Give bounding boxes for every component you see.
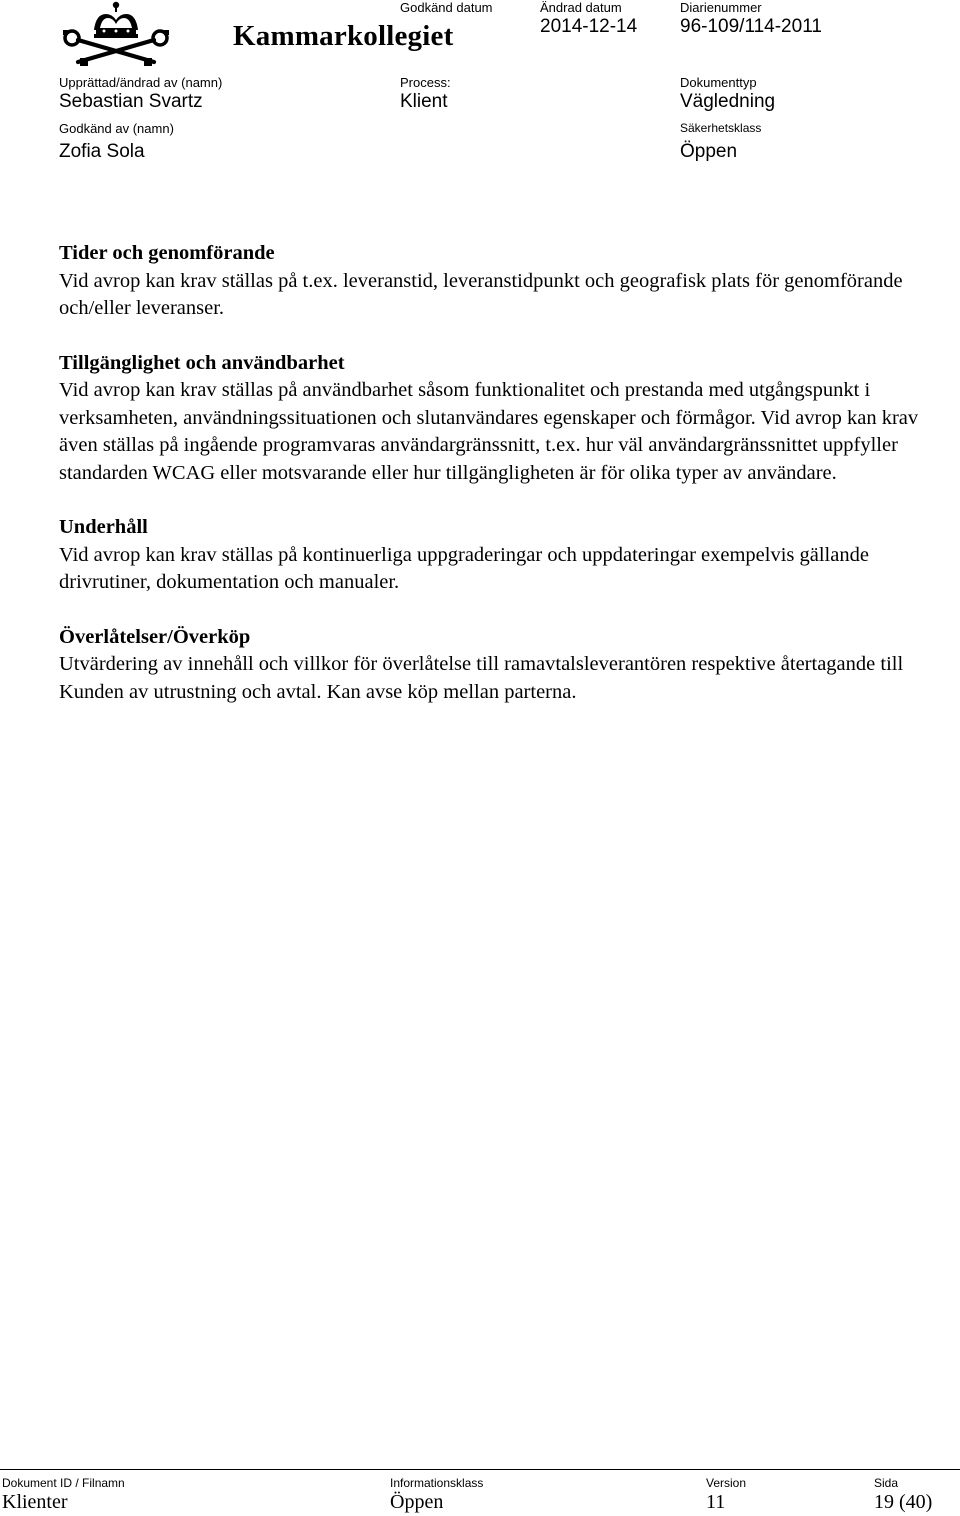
doc-id-value: Klienter: [2, 1491, 68, 1513]
diary-number-value: 96-109/114-2011: [680, 16, 822, 37]
version-label: Version: [706, 1476, 747, 1490]
section-times: [59, 240, 919, 323]
process-value: Klient: [400, 91, 448, 112]
doc-type-value: Vägledning: [680, 91, 776, 112]
org-name: Kammarkollegiet: [233, 20, 454, 52]
info-class-value: Öppen: [390, 1491, 444, 1513]
section-heading: Tillgänglighet och användbarhet: [59, 351, 345, 374]
section-text: Vid avrop kan krav ställas på användbarhet såsom funktionalitet och prestanda med utgångspunkt i verksamheten, användningssituationen och slutanvändares egenskaper och förmågor. Vid avrop kan krav även ställas på ingående programvaras användargränssnitt, t.ex. hur väl användargränssnittet uppfyller standarden WCAG eller motsvarande eller hur tillgängligheten är för olika typer av användare.: [59, 379, 919, 484]
section-heading: Underhåll: [59, 516, 148, 538]
doc-id-label: Dokument ID / Filnamn: [2, 1476, 125, 1490]
version-value: 11: [706, 1491, 726, 1513]
section-transfers: [59, 624, 919, 707]
changed-date-value: 2014-12-14: [540, 16, 638, 37]
section-heading: Överlåtelser/Överköp: [59, 625, 251, 648]
doc-type-label: Dokumenttyp: [680, 75, 757, 90]
security-value: Öppen: [680, 141, 738, 162]
section-accessibility: [59, 350, 919, 488]
footer-divider: [0, 1469, 960, 1470]
section-heading: Tider och genomförande: [59, 242, 275, 264]
section-text: Utvärdering av innehåll och villkor för överlåtelse till ramavtalsleverantören respektive återtagande till Kunden av utrustning och avtal. Kan avse köp mellan parterna.: [59, 653, 904, 703]
process-label: Process:: [400, 75, 451, 90]
section-maintenance: [59, 514, 919, 597]
security-label: Säkerhetsklass: [680, 121, 762, 135]
crown-keys-emblem-icon: [60, 0, 172, 68]
diary-number-label: Diarienummer: [680, 0, 762, 15]
created-by-value: Sebastian Svartz: [59, 91, 203, 112]
approved-by-value: Zofia Sola: [59, 141, 145, 162]
created-by-label: Upprättad/ändrad av (namn): [59, 75, 223, 90]
approved-by-label: Godkänd av (namn): [59, 121, 174, 136]
approved-date-label: Godkänd datum: [400, 0, 493, 15]
document-body: [59, 240, 919, 733]
section-text: Vid avrop kan krav ställas på kontinuerliga uppgraderingar och uppdateringar exempelvis gällande drivrutiner, dokumentation och manualer.: [59, 543, 869, 593]
section-text: Vid avrop kan krav ställas på t.ex. leveranstid, leveranstidpunkt och geografisk plats för genomförande och/eller leveranser.: [59, 269, 903, 319]
page-number: 19 (40): [874, 1491, 933, 1513]
page-label: Sida: [874, 1476, 899, 1490]
changed-date-label: Ändrad datum: [540, 0, 622, 15]
info-class-label: Informationsklass: [390, 1476, 484, 1490]
